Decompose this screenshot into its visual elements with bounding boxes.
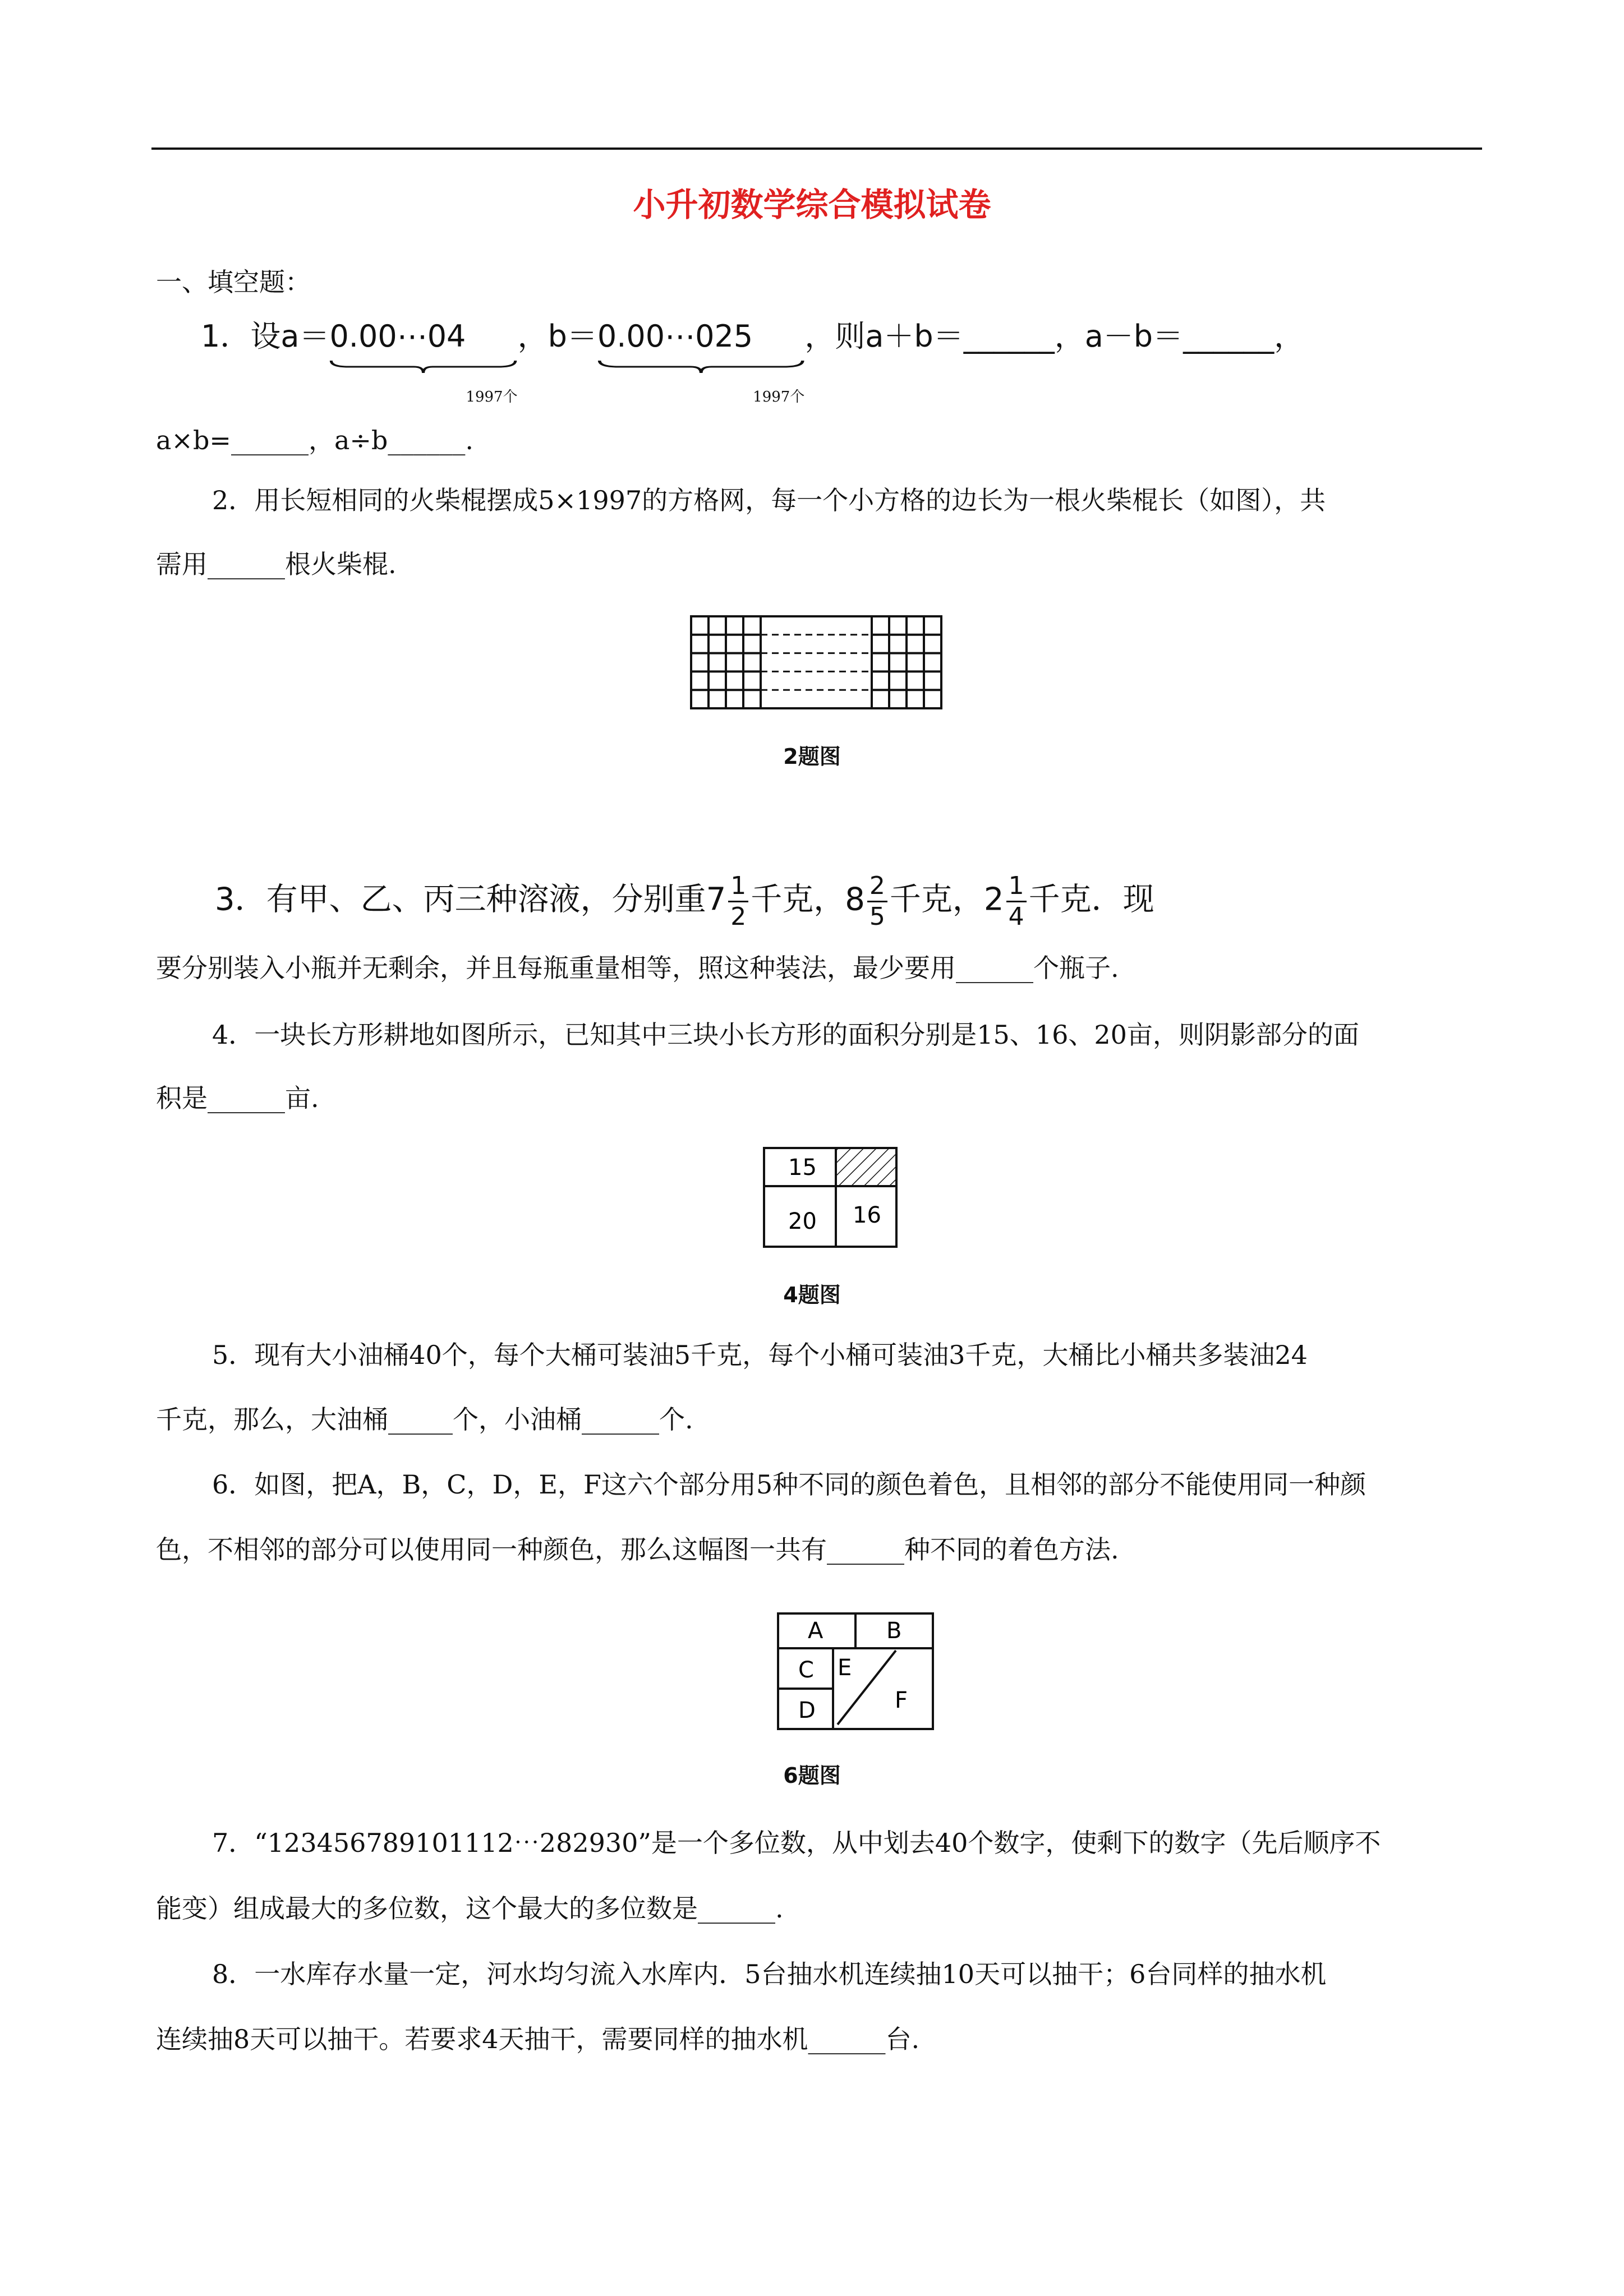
region-a-label: A [808,1618,823,1644]
shaded-region [836,1149,895,1186]
question-2-line-2: 需用______根火柴棍. [156,549,397,579]
brace-icon [329,359,517,374]
q1-rest: ，则a＋b＝______，a－b＝______， [804,319,1305,354]
q3-w2-fraction [867,874,887,929]
q3-w2-den: 5 [869,902,885,931]
question-8-line-1: 8．一水库存水量一定，河水均匀流入水库内．5台抽水机连续抽10天可以抽干；6台同样的抽水机 [212,1959,1327,1989]
q3-unit1: 千克， [751,881,845,918]
coloring-figure [777,1612,934,1730]
question-2-line-1: 2．用长短相同的火柴棍摆成5×1997的方格网，每一个小方格的边长为一根火柴棍长（如图），共 [212,485,1326,515]
q1-sep: ，b＝ [517,319,597,354]
question-4-line-2: 积是______亩. [156,1083,319,1113]
figure-2-caption: 2题图 [783,744,841,769]
question-1-line-2: a×b=______，a÷b______. [156,425,473,455]
region-e-label: E [838,1655,852,1681]
cell-16: 16 [853,1202,881,1228]
q1-b-value [597,319,805,405]
q3-w3-num: 1 [1006,874,1027,902]
cell-15: 15 [788,1155,817,1181]
page-title: 小升初数学综合模拟试卷 [633,186,991,224]
q3-w1-num: 1 [728,874,748,902]
question-7-line-1: 7．“123456789101112⋯282930”是一个多位数，从中划去40个数字，使剩下的数字（先后顺序不 [212,1828,1381,1858]
question-6-line-2: 色，不相邻的部分可以使用同一种颜色，那么这幅图一共有______种不同的着色方法. [156,1534,1119,1565]
q3-unit2: 千克， [889,881,984,918]
question-5-line-1: 5．现有大小油桶40个，每个大桶可装油5千克，每个小桶可装油3千克，大桶比小桶共多装油24 [212,1340,1308,1370]
q3-w2-num: 2 [867,874,887,902]
q3-prefix: 3．有甲、乙、丙三种溶液，分别重 [215,881,706,918]
q3-unit3: 千克．现 [1028,881,1154,918]
question-7-line-2: 能变）组成最大的多位数，这个最大的多位数是______. [156,1893,784,1924]
q3-w3-fraction [1006,874,1027,929]
q3-w1-whole: 7 [706,881,726,918]
brace-icon [597,359,804,374]
question-8-line-2: 连续抽8天可以抽干。若要求4天抽干，需要同样的抽水机______台. [156,2024,920,2054]
question-3-line-1 [215,874,1154,929]
cell-20: 20 [788,1209,817,1234]
figure-6-caption: 6题图 [783,1763,841,1788]
header-rule [151,147,1482,150]
region-f-label: F [895,1688,908,1713]
question-3-line-2: 要分别装入小瓶并无剩余，并且每瓶重量相等，照这种装法，最少要用______个瓶子. [156,953,1119,983]
q1-prefix: 1．设a＝ [201,319,330,354]
q1-b-text: 0.00⋯025 [597,319,753,354]
q1-brace-label-a: 1997个 [466,389,518,405]
q3-w2-whole: 8 [845,881,865,918]
question-5-line-2: 千克，那么，大油桶_____个，小油桶______个. [156,1404,693,1435]
question-6-line-1: 6．如图，把A，B，C，D，E，F这六个部分用5种不同的颜色着色，且相邻的部分不能使用同一种颜 [212,1469,1367,1500]
q3-w1-fraction [728,874,748,929]
section-heading: 一、填空题： [156,267,311,297]
figure-4-caption: 4题图 [783,1283,841,1307]
q3-w3-whole: 2 [983,881,1004,918]
grid-figure [690,615,942,711]
q1-a-value [329,319,518,405]
question-4-line-1: 4．一块长方形耕地如图所示，已知其中三块小长方形的面积分别是15、16、20亩，则阴影部分的面 [212,1020,1359,1050]
q3-w3-den: 4 [1008,902,1024,931]
region-b-label: B [886,1618,902,1644]
region-c-label: C [798,1657,814,1683]
question-1-line-1 [201,319,1305,405]
q1-a-text: 0.00⋯04 [329,319,466,354]
q1-brace-label-b: 1997个 [753,389,805,405]
field-figure [763,1147,898,1248]
q3-w1-den: 2 [730,902,747,931]
region-d-label: D [798,1698,816,1723]
